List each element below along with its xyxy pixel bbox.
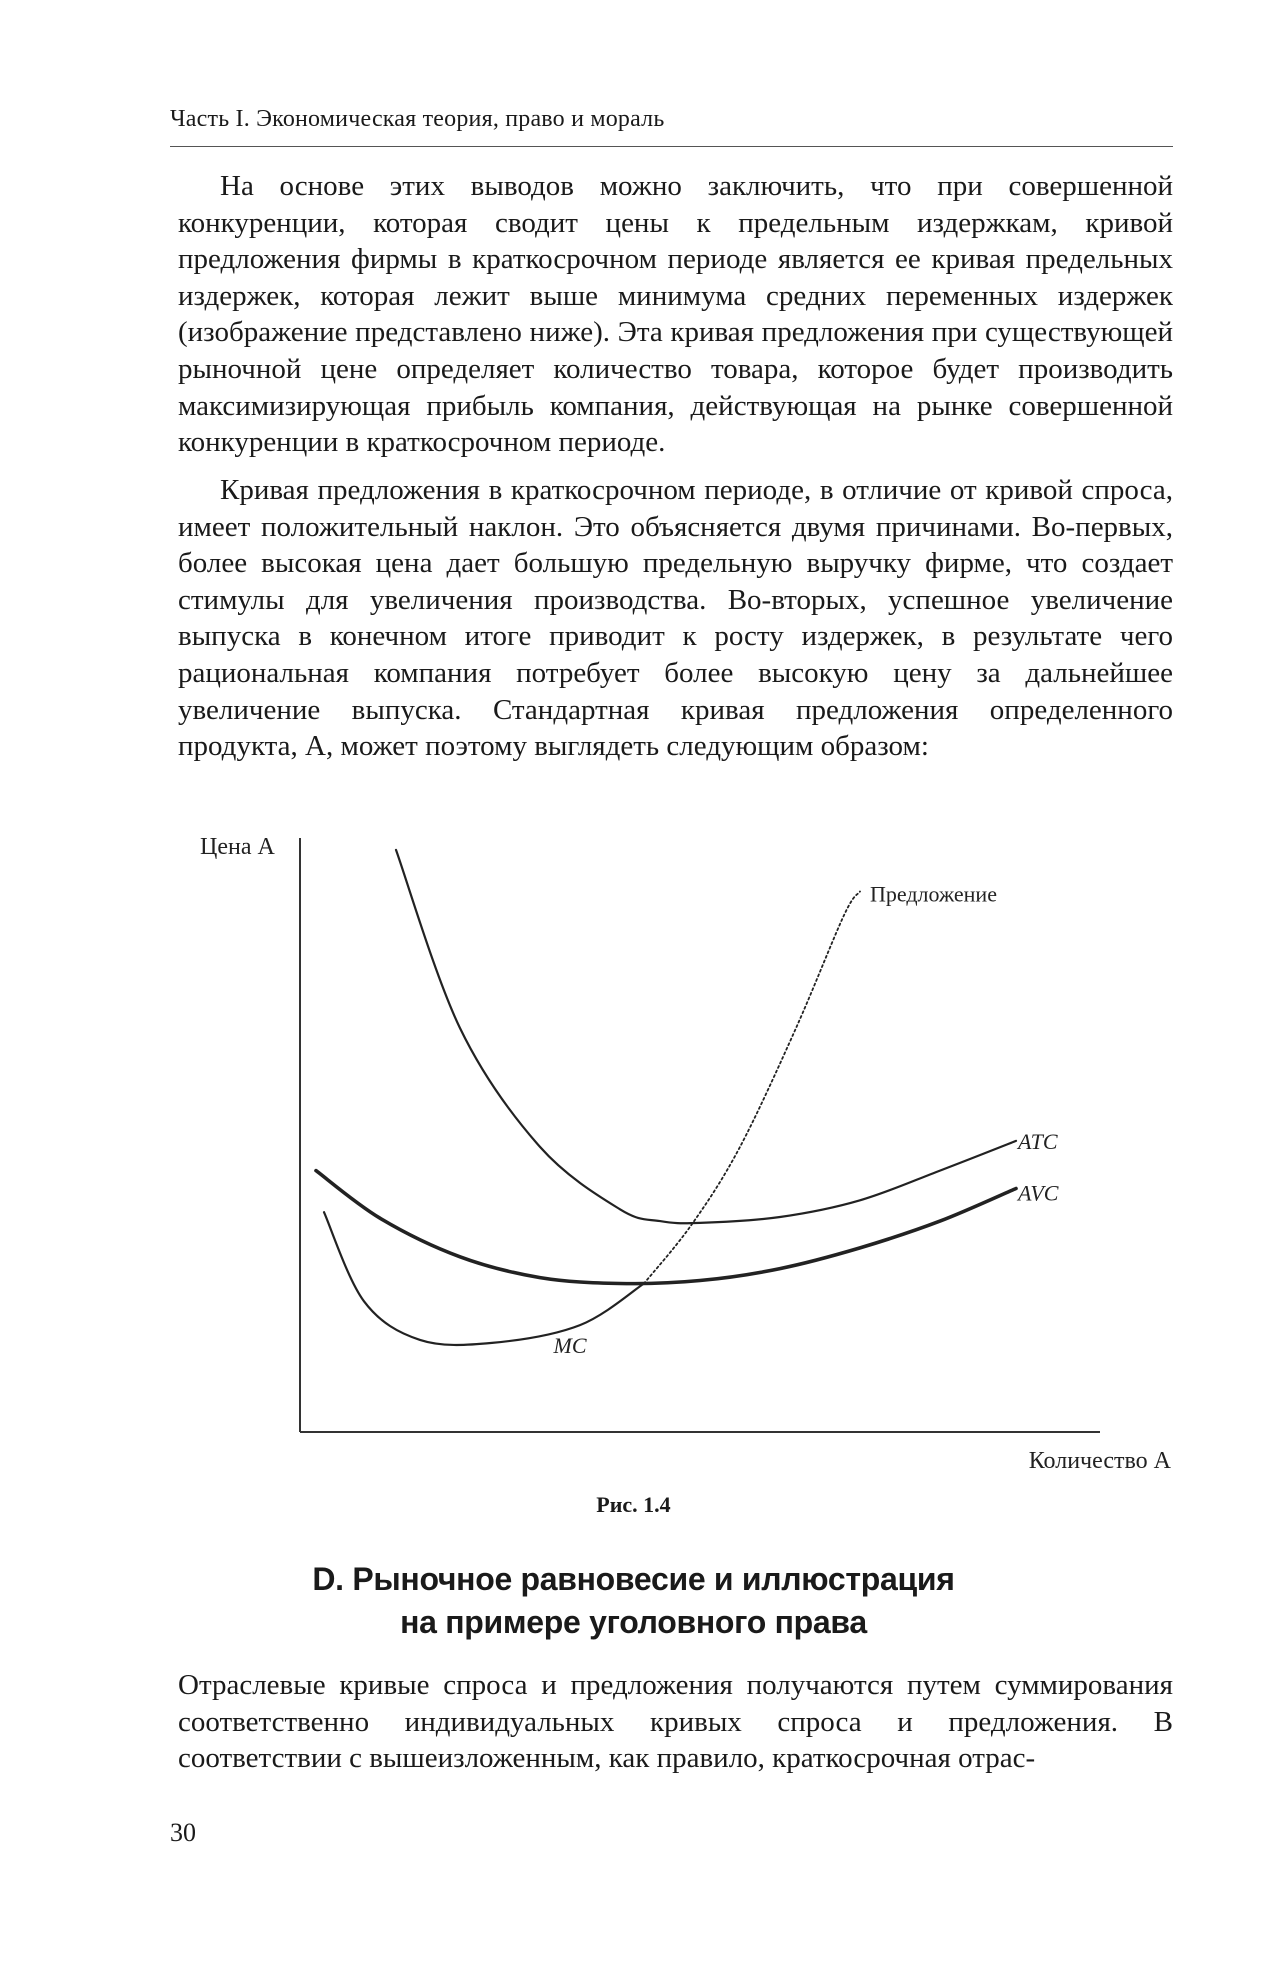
paragraph-2 — [178, 472, 1173, 765]
x-axis-label: Количество A — [1028, 1448, 1171, 1474]
series-label-mc: MC — [553, 1333, 587, 1359]
figure-caption: Рис. 1.4 — [596, 1492, 671, 1517]
series-line-предложение — [644, 892, 860, 1284]
y-axis-label: Цена A — [200, 834, 275, 860]
running-header: Часть I. Экономическая теория, право и мораль — [170, 106, 665, 132]
page-number: 30 — [170, 1818, 196, 1847]
series-label-atc: ATC — [1018, 1128, 1058, 1154]
header-rule — [170, 146, 1173, 147]
section-heading-line-1: D. Рыночное равновесие и иллюстрация — [312, 1561, 955, 1597]
cost-curves-chart — [0, 820, 1267, 1480]
paragraph-3 — [178, 1667, 1173, 1777]
figure-1-4 — [0, 820, 1267, 1480]
paragraph-1 — [178, 168, 1173, 461]
section-heading-line-2: на примере уголовного права — [400, 1604, 867, 1640]
paragraph-1-text: На основе этих выводов можно заключить, что при совершенной конкуренции, которая сводит цены к предельным издержкам, кривой предложения фирмы в краткосрочном периоде является ее кривая предельных издержек, которая лежит выше минимума средних переменных издержек (изображение представлено ниже). Эта кривая предложения при существующей рыночной цене определяет количество товара, которое будет производить максимизирующая прибыль компания, действующая на рынке совершенной конкуренции в краткосрочном периоде. — [178, 170, 1173, 459]
series-label-avc: AVC — [1018, 1180, 1059, 1206]
paragraph-3-text: Отраслевые кривые спроса и предложения получаются путем суммирования соответственно индивидуальных кривых спроса и предложения. В соответствии с вышеизложенным, как правило, краткосрочная отрас- — [178, 1669, 1173, 1775]
series-layer — [316, 850, 1059, 1358]
section-heading — [0, 1558, 1267, 1644]
series-line-avc — [316, 1171, 1016, 1284]
series-line-mc — [324, 1212, 644, 1345]
paragraph-2-text: Кривая предложения в краткосрочном периоде, в отличие от кривой спроса, имеет положительный наклон. Это объясняется двумя причинами. Во-первых, более высокая цена дает большую предельную выручку фирме, что создает стимулы для увеличения производства. Во-вторых, успешное увеличение выпуска в конечном итоге приводит к росту издержек, в результате чего рациональная компания потребует более высокую цену за дальнейшее увеличение выпуска. Стандартная кривая предложения определенного продукта, A, может поэтому выглядеть следующим образом: — [178, 474, 1173, 763]
series-label-предложение: Предложение — [870, 881, 997, 907]
